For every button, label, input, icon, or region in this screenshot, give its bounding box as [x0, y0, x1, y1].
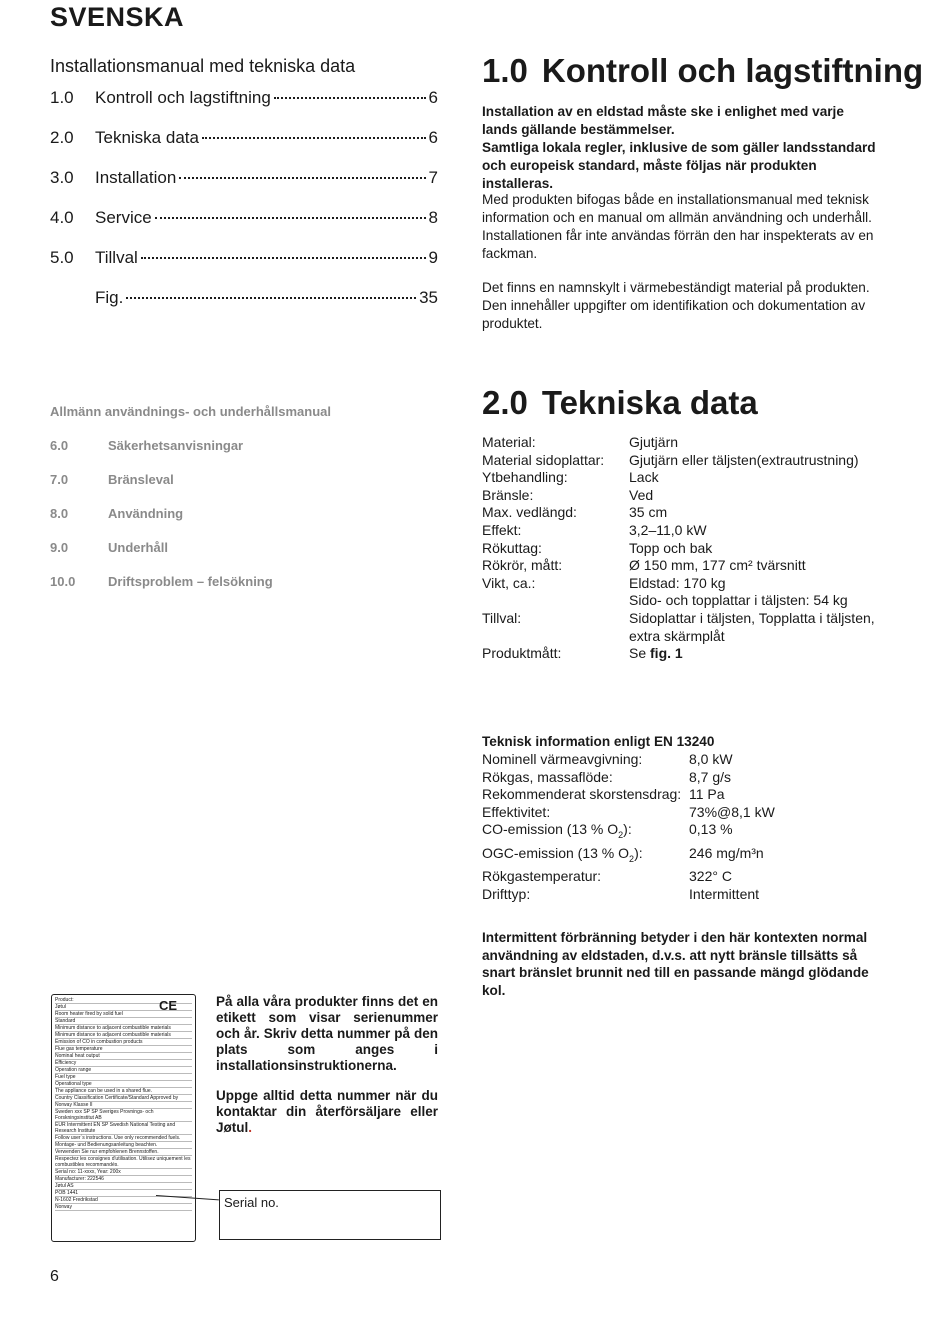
- toc-item-number: 2.0: [50, 128, 74, 147]
- section2-number: 2.0: [482, 384, 528, 421]
- toc-item-number: 3.0: [50, 168, 74, 187]
- spec-key: Rökrör, mått:: [482, 557, 563, 574]
- spec-key: Bränsle:: [482, 486, 534, 503]
- spec-value: [629, 504, 889, 522]
- tek-key-subscript: 2: [629, 853, 635, 864]
- section1-paragraph-2: Samtliga lokala regler, inklusive de som gäller landsstandard och europeisk standard, måste följas när produkten installeras.: [482, 140, 876, 191]
- tek-value: Intermittent: [689, 885, 760, 902]
- general-manual-list: [50, 438, 273, 608]
- plate-line: Nominal heat output: [55, 1053, 192, 1060]
- general-item-label: Driftsproblem – felsökning: [108, 574, 273, 589]
- toc-item-number: 1.0: [50, 88, 74, 107]
- spec-value-text: Lack: [629, 469, 659, 486]
- spec-value: [629, 487, 889, 505]
- spec-value: [629, 645, 889, 663]
- tek-value: 8,7 g/s: [689, 768, 732, 785]
- tek-key: [482, 886, 689, 904]
- general-item-number: 6.0: [50, 438, 69, 453]
- plate-line: Country Classification Certificate/Standard Approved by: [55, 1095, 192, 1102]
- tek-key: [482, 769, 689, 787]
- toc-item-page: 9: [428, 248, 438, 267]
- plate-line: Serial no: 11-xxxx, Year: 200x: [55, 1169, 192, 1176]
- plate-line: Emission of CO in combustion products: [55, 1039, 192, 1046]
- tek-key: [482, 868, 689, 886]
- toc-item-label: Tillval: [95, 248, 138, 267]
- plate-line: Montage- und Bedienungsanleitung beachten.: [55, 1142, 192, 1149]
- general-list-item: [50, 472, 273, 506]
- spec-value: [629, 610, 889, 645]
- plate-note-paragraph-2: [216, 1088, 438, 1136]
- tek-key: [482, 821, 689, 844]
- toc-item-number: 4.0: [50, 208, 74, 227]
- toc-item-page: 8: [428, 208, 438, 227]
- tek-key-text: Rökgas, massaflöde:: [482, 768, 613, 785]
- tek-key: [482, 804, 689, 822]
- general-list-item: [50, 574, 273, 608]
- plate-line: Norway Klasse II: [55, 1102, 192, 1109]
- section1-heading: [482, 52, 923, 90]
- spec-key: Rökuttag:: [482, 539, 542, 556]
- spec-row: [482, 504, 889, 522]
- general-item-number: 10.0: [50, 574, 76, 589]
- language-heading: SVENSKA: [50, 2, 185, 32]
- tek-key-text: Nominell värmeavgivning:: [482, 751, 643, 767]
- plate-line: EUR Intermittent EN SP Swedish National Testing and Research Institute: [55, 1122, 192, 1135]
- spec-row: [482, 645, 889, 663]
- general-list-item: [50, 540, 273, 574]
- spec-key: [482, 592, 629, 610]
- technical-info-row: [482, 751, 775, 769]
- spec-row: [482, 434, 889, 452]
- toc-item: [50, 88, 438, 128]
- toc-leader-dots: [274, 97, 426, 99]
- toc-item: [50, 208, 438, 248]
- spec-value-text: 35 cm: [629, 504, 668, 521]
- toc-leader-dots: [155, 217, 426, 219]
- tek-key: [482, 751, 689, 769]
- spec-key: Tillval:: [482, 609, 522, 626]
- general-item-label: Underhåll: [108, 540, 168, 555]
- plate-line: POB 1441: [55, 1190, 192, 1197]
- section1-paragraph-3: Med produkten bifogas både en installationsmanual med teknisk information och en manual om allmän användning och underhåll. Installationen får inte användas förrän den har inspekterats av en fackman.: [482, 192, 874, 261]
- tek-key-text: CO-emission (13 % O: [482, 821, 619, 838]
- technical-info-row: [482, 886, 775, 904]
- plate-line: Jøtul AS: [55, 1183, 192, 1190]
- plate-line: The appliance can be used in a shared flue.: [55, 1088, 192, 1095]
- spec-row: [482, 557, 889, 575]
- tek-key-text: Rökgastemperatur:: [482, 868, 602, 885]
- spec-value-text: Se: [629, 645, 651, 662]
- spec-value: [629, 540, 889, 558]
- plate-line: Minimum distance to adjacent combustible materials: [55, 1032, 192, 1039]
- toc-leader-dots: [141, 257, 426, 259]
- spec-value-text: Gjutjärn: [629, 434, 679, 450]
- plate-line: Operation range: [55, 1067, 192, 1074]
- spec-key: Produktmått:: [482, 645, 562, 662]
- spec-value: [629, 469, 889, 487]
- tek-key-end: ):: [623, 821, 632, 838]
- page-number: 6: [50, 1268, 59, 1285]
- toc-item-label: Installation: [95, 168, 177, 187]
- toc-item-page: 6: [428, 128, 438, 147]
- plate-line: Standard: [55, 1018, 192, 1025]
- spec-row: [482, 487, 889, 505]
- spec-value: [629, 557, 889, 575]
- spec-row: [482, 610, 889, 645]
- plate-line: Operational type: [55, 1081, 192, 1088]
- tek-key-text: Effektivitet:: [482, 803, 551, 820]
- plate-line: Sweden xxx SP SP Sveriges Provnings- och Forskningsinstitut AB: [55, 1109, 192, 1122]
- tek-value: 0,13 %: [689, 821, 733, 838]
- general-item-label: Bränsleval: [108, 472, 174, 487]
- plate-line: Room heater fired by solid fuel: [55, 1011, 192, 1018]
- plate-line: Follow user´s instructions. Use only recommended fuels.: [55, 1135, 192, 1142]
- spec-value-text: Gjutjärn eller täljsten(extrautrustning): [629, 451, 859, 468]
- spec-key: Ytbehandling:: [482, 469, 568, 486]
- spec-value-text: Eldstad: 170 kg: [629, 574, 726, 591]
- tek-key: [482, 786, 689, 804]
- tek-value: 11 Pa: [689, 786, 725, 803]
- tek-key-text: OGC-emission (13 % O: [482, 844, 630, 861]
- toc-leader-dots: [202, 137, 426, 139]
- spec-value: [629, 575, 889, 593]
- general-manual-title: Allmänn användnings- och underhållsmanual: [50, 404, 331, 419]
- toc-leader-dots: [126, 297, 416, 299]
- spec-value-text: Sido- och topplattar i täljsten: 54 kg: [629, 592, 848, 609]
- section2-heading: [482, 384, 758, 422]
- general-item-number: 9.0: [50, 540, 69, 555]
- section1-title: Kontroll och lagstiftning: [541, 52, 924, 89]
- general-list-item: [50, 438, 273, 472]
- tek-key-end: ):: [634, 844, 643, 861]
- toc-item: [50, 248, 438, 288]
- spec-key: Effekt:: [482, 521, 522, 538]
- technical-info-row: [482, 786, 775, 804]
- plate-line: Fuel type: [55, 1074, 192, 1081]
- spec-value: [629, 452, 889, 470]
- spec-row: [482, 575, 889, 593]
- toc-item-label: Kontroll och lagstiftning: [95, 88, 271, 107]
- serial-label: Serial no.: [224, 1195, 279, 1210]
- spec-value-text: Sidoplattar i täljsten, Topplatta i täljsten, extra skärmplåt: [629, 609, 875, 644]
- toc-item-page: 6: [428, 88, 438, 107]
- toc-item-label: Service: [95, 208, 152, 227]
- plate-line: Minimum distance to adjacent combustible materials: [55, 1025, 192, 1032]
- toc-item-number: 5.0: [50, 248, 74, 267]
- technical-info-row: [482, 868, 775, 886]
- general-item-label: Säkerhetsanvisningar: [108, 438, 244, 453]
- section1-paragraph-4: Det finns en namnskylt i värmebeständigt material på produkten. Den innehåller uppgifter om identifikation och dokumentation av produktet.: [482, 280, 870, 331]
- toc-item-label: Fig.: [95, 288, 124, 307]
- general-item-number: 8.0: [50, 506, 69, 521]
- spec-value-text: Ved: [629, 486, 654, 503]
- spec-row: [482, 522, 889, 540]
- spec-value-text: 3,2–11,0 kW: [629, 521, 707, 538]
- spec-value-text: Ø 150 mm, 177 cm² tvärsnitt: [629, 557, 806, 574]
- toc-item-page: 7: [428, 168, 438, 187]
- technical-info-row: [482, 804, 775, 822]
- plate-line: Efficiency: [55, 1060, 192, 1067]
- spec-value-bold: fig. 1: [650, 645, 683, 662]
- tek-key-text: Drifttyp:: [482, 885, 531, 902]
- spec-row: [482, 592, 889, 610]
- technical-info-row: [482, 845, 775, 868]
- general-item-label: Användning: [108, 506, 184, 521]
- spec-key: Material:: [482, 434, 536, 450]
- technical-info-table: [482, 751, 775, 903]
- intermittent-note: Intermittent förbränning betyder i den här kontexten normal användning av eldstaden, d.v.s. att nytt bränsle tillsätts så snart bränslet brunnit ned till en passande mängd glödande kol.: [482, 930, 869, 998]
- spec-value: [629, 434, 889, 452]
- serial-number-box: [219, 1190, 441, 1240]
- spec-table: [482, 434, 889, 663]
- tek-value: 246 mg/m³n: [689, 844, 764, 861]
- toc-item-page: 35: [419, 288, 438, 307]
- toc-title: Installationsmanual med tekniska data: [50, 56, 356, 76]
- tek-value: 322° C: [689, 868, 732, 885]
- toc-item: [50, 128, 438, 168]
- spec-row: [482, 469, 889, 487]
- plate-line: Flue gas temperature: [55, 1046, 192, 1053]
- spec-row: [482, 540, 889, 558]
- technical-info-row: [482, 821, 775, 844]
- product-plate-illustration: [51, 994, 196, 1242]
- plate-note-period: .: [248, 1120, 253, 1135]
- plate-line: Manufacturer: 222546: [55, 1176, 192, 1183]
- spec-key: Vikt, ca.:: [482, 574, 536, 591]
- technical-info-title: Teknisk information enligt EN 13240: [482, 734, 715, 749]
- toc-leader-dots: [179, 177, 425, 179]
- spec-row: [482, 452, 889, 470]
- plate-line: N-1602 Fredrikstad: [55, 1197, 192, 1204]
- toc-item-label: Tekniska data: [95, 128, 199, 147]
- plate-line: Verwenden Sie nur empfohlenen Brennstoffen.: [55, 1149, 192, 1156]
- plate-line: Product:: [55, 997, 192, 1004]
- toc-item: [50, 288, 438, 328]
- general-list-item: [50, 506, 273, 540]
- ce-mark: CE: [158, 998, 177, 1013]
- spec-value-text: Topp och bak: [629, 539, 713, 556]
- tek-key-subscript: 2: [618, 830, 624, 841]
- spec-value: [629, 522, 889, 540]
- technical-info-row: [482, 769, 775, 787]
- spec-key: Material sidoplattar:: [482, 451, 605, 468]
- section2-title: Tekniska data: [541, 384, 758, 421]
- plate-note: [216, 994, 438, 1136]
- tek-key-text: Rekommenderat skorstensdrag:: [482, 786, 682, 803]
- spec-value: [629, 592, 889, 610]
- spec-key: Max. vedlängd:: [482, 504, 577, 521]
- plate-note-paragraph-1: På alla våra produkter finns det en etikett som visar serienummer och år. Skriv detta nummer på den plats som anges i installationsinstruktionerna.: [216, 994, 438, 1073]
- section1-number: 1.0: [482, 52, 528, 89]
- section1-paragraph-1: Installation av en eldstad måste ske i enlighet med varje lands gällande bestämmelser.: [482, 104, 844, 137]
- plate-note-text: Uppge alltid detta nummer när du kontaktar din återförsäljare eller Jøtul: [216, 1088, 438, 1135]
- table-of-contents: [50, 88, 438, 328]
- tek-value: 73%@8,1 kW: [689, 803, 775, 820]
- toc-item: [50, 168, 438, 208]
- tek-value: 8,0 kW: [689, 751, 733, 767]
- plate-line: Norway: [55, 1204, 192, 1211]
- plate-line: Jøtul: [55, 1004, 192, 1011]
- plate-text: [55, 997, 192, 1211]
- plate-line: Respectez les consignes d'utilisation. Utilisez uniquement les combustibles recommandés.: [55, 1156, 191, 1168]
- general-item-number: 7.0: [50, 472, 69, 487]
- tek-key: [482, 845, 689, 868]
